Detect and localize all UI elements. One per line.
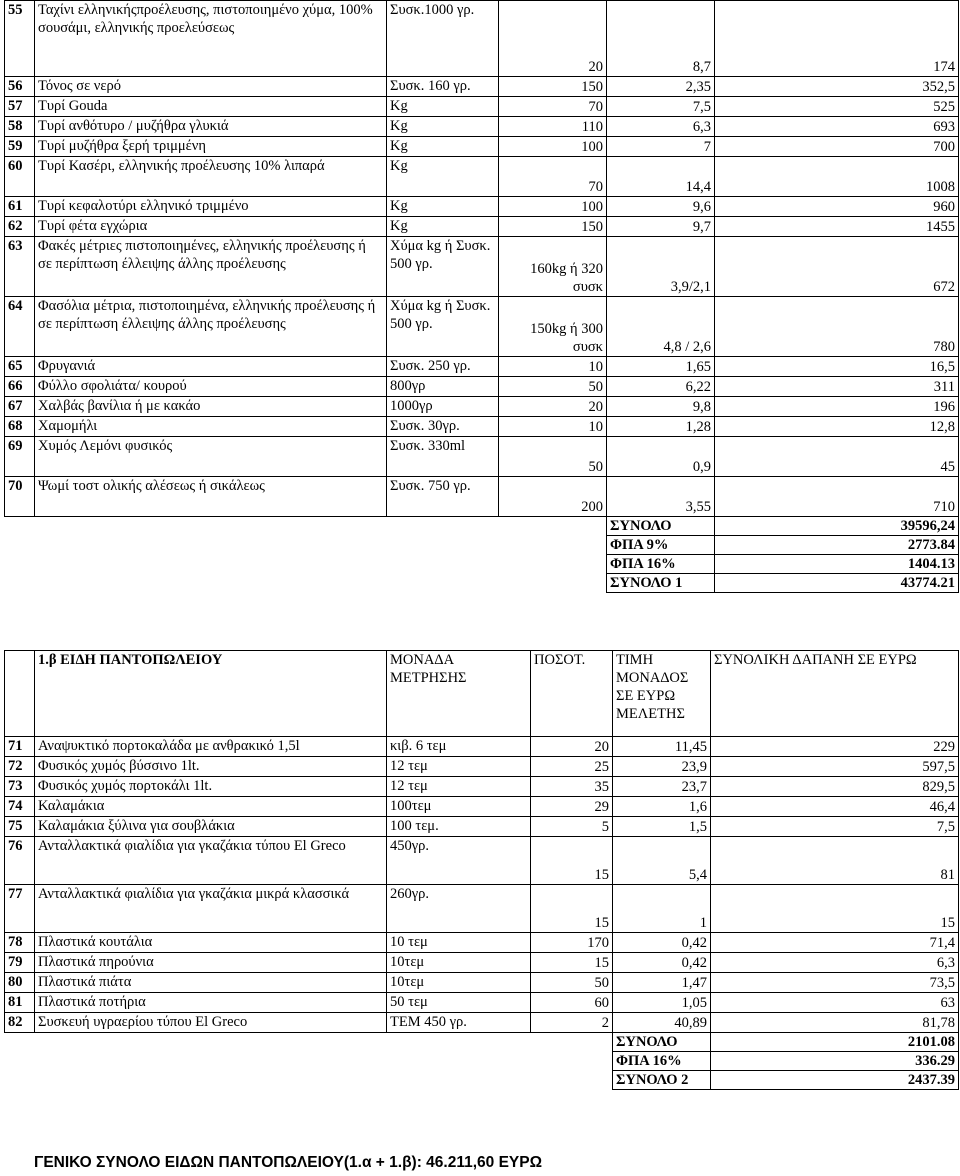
summary-label: ΣΥΝΟΛΟ 1	[607, 574, 715, 593]
item-unit-price: 14,4	[607, 157, 715, 197]
item-unit: Συσκ.1000 γρ.	[387, 1, 499, 77]
item-description: Τόνος σε νερό	[35, 77, 387, 97]
table-row	[5, 953, 959, 973]
item-quantity: 170	[531, 933, 613, 953]
summary-spacer	[387, 517, 499, 536]
header-category: 1.β ΕΙΔΗ ΠΑΝΤΟΠΩΛΕΙΟΥ	[35, 651, 387, 737]
summary-spacer	[35, 1033, 387, 1052]
summary-spacer	[499, 536, 607, 555]
item-quantity: 15	[531, 885, 613, 933]
item-unit-price: 1,05	[613, 993, 711, 1013]
item-description: Χαλβάς βανίλια ή με κακάο	[35, 397, 387, 417]
item-total: 229	[711, 737, 959, 757]
summary-spacer	[5, 1033, 35, 1052]
item-quantity: 5	[531, 817, 613, 837]
summary-row	[5, 536, 959, 555]
item-unit-price: 1,28	[607, 417, 715, 437]
item-quantity: 100	[499, 197, 607, 217]
header-unit: ΜΟΝΑΔΑ ΜΕΤΡΗΣΗΣ	[387, 651, 531, 737]
summary-label: ΦΠΑ 9%	[607, 536, 715, 555]
item-unit-price: 23,9	[613, 757, 711, 777]
table-row	[5, 933, 959, 953]
item-total: 46,4	[711, 797, 959, 817]
item-unit-price: 3,9/2,1	[607, 237, 715, 297]
item-total: 311	[715, 377, 959, 397]
item-unit-price: 1	[613, 885, 711, 933]
table-row	[5, 973, 959, 993]
item-total: 81	[711, 837, 959, 885]
item-unit: ΤΕΜ 450 γρ.	[387, 1013, 531, 1033]
item-unit: 10τεμ	[387, 973, 531, 993]
table-row	[5, 97, 959, 117]
item-unit-price: 6,3	[607, 117, 715, 137]
summary-spacer	[5, 1071, 35, 1090]
item-quantity: 150kg ή 300 συσκ	[499, 297, 607, 357]
row-number: 79	[5, 953, 35, 973]
item-description: Φρυγανιά	[35, 357, 387, 377]
summary-spacer	[387, 536, 499, 555]
summary-spacer	[531, 1033, 613, 1052]
item-quantity: 50	[531, 973, 613, 993]
item-description: Φασόλια μέτρια, πιστοποιημένα, ελληνικής προέλευσης ή σε περίπτωση έλλειψης άλλης προέλευσης	[35, 297, 387, 357]
summary-row	[5, 1052, 959, 1071]
item-total: 196	[715, 397, 959, 417]
summary-row	[5, 574, 959, 593]
table-row	[5, 217, 959, 237]
item-description: Ανταλλακτικά φιαλίδια για γκαζάκια τύπου El Greco	[35, 837, 387, 885]
item-description: Τυρί μυζήθρα ξερή τριμμένη	[35, 137, 387, 157]
item-total: 700	[715, 137, 959, 157]
header-no	[5, 651, 35, 737]
row-number: 60	[5, 157, 35, 197]
header-qty: ΠΟΣΟΤ.	[531, 651, 613, 737]
row-number: 66	[5, 377, 35, 397]
item-unit: Συσκ. 250 γρ.	[387, 357, 499, 377]
row-number: 80	[5, 973, 35, 993]
item-total: 71,4	[711, 933, 959, 953]
summary-spacer	[35, 1052, 387, 1071]
summary-spacer	[5, 1052, 35, 1071]
item-unit: 260γρ.	[387, 885, 531, 933]
summary-spacer	[387, 555, 499, 574]
table-row	[5, 797, 959, 817]
row-number: 55	[5, 1, 35, 77]
item-quantity: 25	[531, 757, 613, 777]
item-description: Αναψυκτικό πορτοκαλάδα με ανθρακικό 1,5l	[35, 737, 387, 757]
table-row	[5, 377, 959, 397]
header-total: ΣΥΝΟΛΙΚΗ ΔΑΠΑΝΗ ΣΕ ΕΥΡΩ	[711, 651, 959, 737]
item-description: Καλαμάκια ξύλινα για σουβλάκια	[35, 817, 387, 837]
item-description: Τυρί φέτα εγχώρια	[35, 217, 387, 237]
row-number: 78	[5, 933, 35, 953]
item-quantity: 100	[499, 137, 607, 157]
summary-value: 39596,24	[715, 517, 959, 536]
item-total: 81,78	[711, 1013, 959, 1033]
row-number: 61	[5, 197, 35, 217]
item-unit-price: 23,7	[613, 777, 711, 797]
table-row	[5, 737, 959, 757]
summary-label: ΣΥΝΟΛΟ	[613, 1033, 711, 1052]
item-unit-price: 6,22	[607, 377, 715, 397]
summary-spacer	[387, 1052, 531, 1071]
summary-row	[5, 1033, 959, 1052]
item-total: 672	[715, 237, 959, 297]
table-row	[5, 297, 959, 357]
item-description: Χαμομήλι	[35, 417, 387, 437]
item-total: 6,3	[711, 953, 959, 973]
item-description: Τυρί κεφαλοτύρι ελληνικό τριμμένο	[35, 197, 387, 217]
summary-spacer	[35, 1071, 387, 1090]
item-unit-price: 1,5	[613, 817, 711, 837]
item-total: 960	[715, 197, 959, 217]
item-unit: 100τεμ	[387, 797, 531, 817]
item-description: Πλαστικά κουτάλια	[35, 933, 387, 953]
item-total: 15	[711, 885, 959, 933]
item-unit-price: 9,8	[607, 397, 715, 417]
item-total: 73,5	[711, 973, 959, 993]
row-number: 57	[5, 97, 35, 117]
item-total: 1455	[715, 217, 959, 237]
item-quantity: 2	[531, 1013, 613, 1033]
table-row	[5, 885, 959, 933]
item-quantity: 150	[499, 217, 607, 237]
item-unit: κιβ. 6 τεμ	[387, 737, 531, 757]
item-total: 16,5	[715, 357, 959, 377]
item-unit-price: 5,4	[613, 837, 711, 885]
header-price: ΤΙΜΗ ΜΟΝΑΔΟΣ ΣΕ ΕΥΡΩ ΜΕΛΕΤΗΣ	[613, 651, 711, 737]
item-unit-price: 1,47	[613, 973, 711, 993]
summary-spacer	[499, 555, 607, 574]
item-unit: 50 τεμ	[387, 993, 531, 1013]
item-unit-price: 40,89	[613, 1013, 711, 1033]
item-unit: Κg	[387, 157, 499, 197]
item-total: 780	[715, 297, 959, 357]
item-quantity: 35	[531, 777, 613, 797]
row-number: 75	[5, 817, 35, 837]
summary-value: 1404.13	[715, 555, 959, 574]
item-unit: Συσκ. 750 γρ.	[387, 477, 499, 517]
item-quantity: 15	[531, 837, 613, 885]
item-unit-price: 1,65	[607, 357, 715, 377]
item-unit: Κg	[387, 217, 499, 237]
row-number: 81	[5, 993, 35, 1013]
table-row	[5, 77, 959, 97]
summary-label: ΣΥΝΟΛΟ	[607, 517, 715, 536]
summary-spacer	[387, 1033, 531, 1052]
item-unit: Κg	[387, 137, 499, 157]
summary-spacer	[5, 574, 35, 593]
table-row	[5, 837, 959, 885]
row-number: 64	[5, 297, 35, 357]
summary-label: ΣΥΝΟΛΟ 2	[613, 1071, 711, 1090]
table-row	[5, 1, 959, 77]
table-row	[5, 477, 959, 517]
table-row	[5, 1013, 959, 1033]
item-quantity: 15	[531, 953, 613, 973]
item-quantity: 10	[499, 357, 607, 377]
item-quantity: 60	[531, 993, 613, 1013]
item-unit: 1000γρ	[387, 397, 499, 417]
table-row	[5, 357, 959, 377]
item-unit: Χύμα kg ή Συσκ. 500 γρ.	[387, 297, 499, 357]
item-quantity: 70	[499, 97, 607, 117]
item-total: 710	[715, 477, 959, 517]
summary-value: 2437.39	[711, 1071, 959, 1090]
item-quantity: 20	[499, 397, 607, 417]
item-quantity: 110	[499, 117, 607, 137]
item-quantity: 70	[499, 157, 607, 197]
row-number: 77	[5, 885, 35, 933]
summary-spacer	[531, 1052, 613, 1071]
item-unit-price: 7,5	[607, 97, 715, 117]
item-unit-price: 9,7	[607, 217, 715, 237]
item-total: 597,5	[711, 757, 959, 777]
summary-spacer	[387, 574, 499, 593]
item-total: 7,5	[711, 817, 959, 837]
summary-row	[5, 1071, 959, 1090]
row-number: 68	[5, 417, 35, 437]
item-description: Ταχίνι ελληνικήςπροέλευσης, πιστοποιημένο χύμα, 100% σουσάμι, ελληνικής προελεύσεως	[35, 1, 387, 77]
item-description: Συσκευή υγραερίου τύπου El Greco	[35, 1013, 387, 1033]
item-unit-price: 11,45	[613, 737, 711, 757]
row-number: 69	[5, 437, 35, 477]
item-quantity: 20	[531, 737, 613, 757]
item-description: Φυσικός χυμός βύσσινο 1lt.	[35, 757, 387, 777]
item-description: Φύλλο σφολιάτα/ κουρού	[35, 377, 387, 397]
summary-spacer	[35, 555, 387, 574]
item-unit-price: 0,42	[613, 933, 711, 953]
item-description: Φυσικός χυμός πορτοκάλι 1lt.	[35, 777, 387, 797]
row-number: 73	[5, 777, 35, 797]
item-description: Πλαστικά πηρούνια	[35, 953, 387, 973]
row-number: 63	[5, 237, 35, 297]
item-unit: Χύμα kg ή Συσκ. 500 γρ.	[387, 237, 499, 297]
item-unit-price: 0,42	[613, 953, 711, 973]
table-row	[5, 237, 959, 297]
products-table-2-body	[5, 737, 959, 1090]
item-description: Τυρί Gouda	[35, 97, 387, 117]
item-unit: 12 τεμ	[387, 777, 531, 797]
item-unit-price: 2,35	[607, 77, 715, 97]
item-unit-price: 8,7	[607, 1, 715, 77]
item-total: 63	[711, 993, 959, 1013]
products-table-1	[4, 0, 959, 593]
item-total: 174	[715, 1, 959, 77]
item-description: Φακές μέτριες πιστοποιημένες, ελληνικής προέλευσης ή σε περίπτωση έλλειψης άλλης προέλευσης	[35, 237, 387, 297]
item-total: 45	[715, 437, 959, 477]
table-row	[5, 437, 959, 477]
item-quantity: 160kg ή 320 συσκ	[499, 237, 607, 297]
item-total: 829,5	[711, 777, 959, 797]
item-quantity: 20	[499, 1, 607, 77]
item-unit: 100 τεμ.	[387, 817, 531, 837]
item-description: Τυρί ανθότυρο / μυζήθρα γλυκιά	[35, 117, 387, 137]
table-header-row	[5, 651, 959, 737]
table-row	[5, 777, 959, 797]
table-row	[5, 117, 959, 137]
item-unit: Συσκ. 30γρ.	[387, 417, 499, 437]
summary-spacer	[499, 517, 607, 536]
row-number: 59	[5, 137, 35, 157]
table-row	[5, 417, 959, 437]
summary-value: 336.29	[711, 1052, 959, 1071]
item-unit: 800γρ	[387, 377, 499, 397]
item-quantity: 29	[531, 797, 613, 817]
item-total: 525	[715, 97, 959, 117]
row-number: 67	[5, 397, 35, 417]
summary-spacer	[499, 574, 607, 593]
table-row	[5, 757, 959, 777]
summary-spacer	[5, 555, 35, 574]
summary-spacer	[5, 517, 35, 536]
item-unit-price: 9,6	[607, 197, 715, 217]
item-unit: 12 τεμ	[387, 757, 531, 777]
item-description: Τυρί Κασέρι, ελληνικής προέλευσης 10% λιπαρά	[35, 157, 387, 197]
item-quantity: 200	[499, 477, 607, 517]
summary-row	[5, 517, 959, 536]
row-number: 65	[5, 357, 35, 377]
grand-total: ΓΕΝΙΚΟ ΣΥΝΟΛΟ ΕΙΔΩΝ ΠΑΝΤΟΠΩΛΕΙΟΥ(1.α + 1.β): 46.211,60 ΕΥΡΩ	[34, 1154, 543, 1171]
item-total: 12,8	[715, 417, 959, 437]
table-row	[5, 157, 959, 197]
summary-spacer	[387, 1071, 531, 1090]
item-description: Ανταλλακτικά φιαλίδια για γκαζάκια μικρά κλασσικά	[35, 885, 387, 933]
row-number: 74	[5, 797, 35, 817]
item-unit-price: 3,55	[607, 477, 715, 517]
table-row	[5, 197, 959, 217]
table-row	[5, 993, 959, 1013]
table-row	[5, 137, 959, 157]
item-unit: 10 τεμ	[387, 933, 531, 953]
summary-spacer	[35, 517, 387, 536]
summary-spacer	[35, 536, 387, 555]
item-quantity: 50	[499, 377, 607, 397]
item-unit: 10τεμ	[387, 953, 531, 973]
item-unit: Κg	[387, 197, 499, 217]
item-unit-price: 0,9	[607, 437, 715, 477]
item-unit-price: 7	[607, 137, 715, 157]
summary-spacer	[35, 574, 387, 593]
item-description: Πλαστικά ποτήρια	[35, 993, 387, 1013]
item-unit: 450γρ.	[387, 837, 531, 885]
item-total: 352,5	[715, 77, 959, 97]
item-unit-price: 1,6	[613, 797, 711, 817]
item-quantity: 150	[499, 77, 607, 97]
summary-label: ΦΠΑ 16%	[607, 555, 715, 574]
item-quantity: 50	[499, 437, 607, 477]
summary-label: ΦΠΑ 16%	[613, 1052, 711, 1071]
item-description: Πλαστικά πιάτα	[35, 973, 387, 993]
item-description: Καλαμάκια	[35, 797, 387, 817]
row-number: 82	[5, 1013, 35, 1033]
summary-value: 43774.21	[715, 574, 959, 593]
row-number: 70	[5, 477, 35, 517]
row-number: 72	[5, 757, 35, 777]
item-total: 1008	[715, 157, 959, 197]
item-unit: Συσκ. 160 γρ.	[387, 77, 499, 97]
summary-row	[5, 555, 959, 574]
products-table-2	[4, 650, 959, 1090]
summary-spacer	[5, 536, 35, 555]
item-unit: Κg	[387, 117, 499, 137]
table-row	[5, 817, 959, 837]
row-number: 58	[5, 117, 35, 137]
item-quantity: 10	[499, 417, 607, 437]
item-unit: Κg	[387, 97, 499, 117]
row-number: 71	[5, 737, 35, 757]
item-unit-price: 4,8 / 2,6	[607, 297, 715, 357]
row-number: 56	[5, 77, 35, 97]
summary-spacer	[531, 1071, 613, 1090]
summary-value: 2101.08	[711, 1033, 959, 1052]
summary-value: 2773.84	[715, 536, 959, 555]
products-table-1-body	[5, 1, 959, 593]
item-description: Ψωμί τοστ ολικής αλέσεως ή σικάλεως	[35, 477, 387, 517]
item-description: Χυμός Λεμόνι φυσικός	[35, 437, 387, 477]
row-number: 62	[5, 217, 35, 237]
row-number: 76	[5, 837, 35, 885]
table-row	[5, 397, 959, 417]
item-total: 693	[715, 117, 959, 137]
item-unit: Συσκ. 330ml	[387, 437, 499, 477]
